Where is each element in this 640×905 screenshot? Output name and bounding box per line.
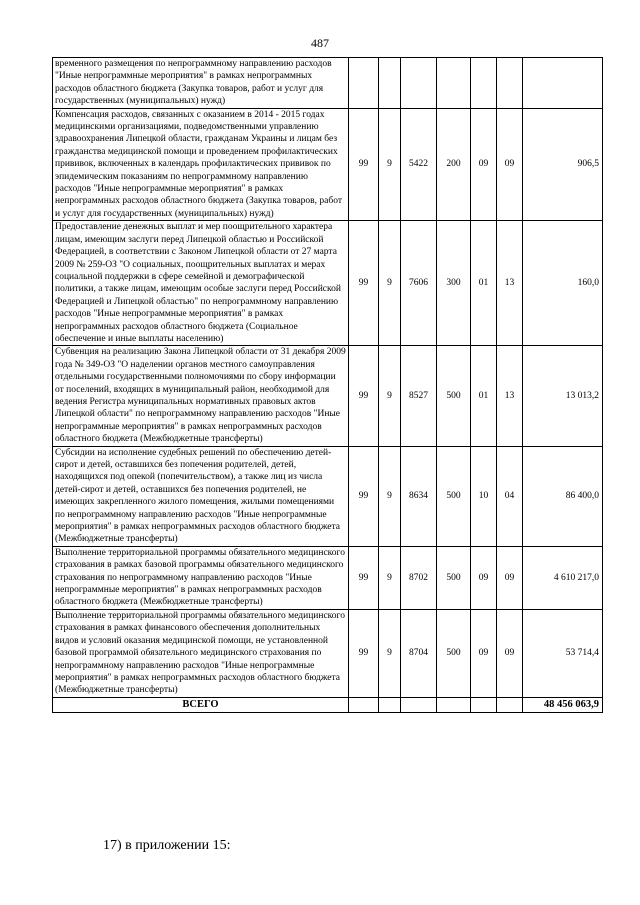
code-cell: 8527	[401, 346, 437, 446]
subsection-cell: 04	[497, 446, 523, 546]
subsection-cell: 09	[497, 609, 523, 697]
code-cell: 9	[379, 609, 401, 697]
total-empty-cell	[497, 697, 523, 712]
code-cell: 7606	[401, 221, 437, 346]
total-empty-cell	[471, 697, 497, 712]
code-cell: 8704	[401, 609, 437, 697]
code-cell: 99	[349, 108, 379, 221]
description-cell: Субсидии на исполнение судебных решений по обеспечению детей-сирот и детей, оставшихся без попечения родителей, детей, находящихся под опекой (попечительством), а также лиц из числа детей-сирот и детей, оставшихся без попечения родителей, не имеющих закрепленного жилого помещения, жилыми помещениями по непрограммному направлению расходов "Иные непрограммные мероприятия" в рамках непрограммных расходов областного бюджета (Межбюджетные трансферты)	[53, 446, 349, 546]
code-cell: 5422	[401, 108, 437, 221]
description-cell: Субвенция на реализацию Закона Липецкой области от 31 декабря 2009 года № 349-ОЗ "О наделении органов местного самоуправления отдельными государственными полномочиями по сбору информации от поселений, входящих в муниципальный район, необходимой для ведения Регистра муниципальных нормативных правовых актов Липецкой области" по непрограммному направлению расходов "Иные непрограммные мероприятия" в рамках непрограммных расходов областного бюджета (Межбюджетные трансферты)	[53, 346, 349, 446]
code-cell: 9	[379, 108, 401, 221]
table-row	[53, 58, 603, 109]
code-cell: 9	[379, 346, 401, 446]
code-cell: 99	[349, 446, 379, 546]
description-cell: Выполнение территориальной программы обязательного медицинского страхования в рамках базовой программы обязательного медицинского страхования по непрограммному направлению расходов "Иные непрограммные мероприятия" в рамках непрограммных расходов областного бюджета (Межбюджетные трансферты)	[53, 546, 349, 609]
section-cell: 01	[471, 221, 497, 346]
table-row	[53, 609, 603, 697]
table-row	[53, 221, 603, 346]
section-cell: 10	[471, 446, 497, 546]
section-cell: 09	[471, 609, 497, 697]
amount-cell: 53 714,4	[523, 609, 603, 697]
total-empty-cell	[401, 697, 437, 712]
code-cell: 500	[437, 609, 471, 697]
amount-cell: 4 610 217,0	[523, 546, 603, 609]
code-cell: 9	[379, 446, 401, 546]
section-cell	[471, 58, 497, 109]
total-empty-cell	[379, 697, 401, 712]
amount-cell: 906,5	[523, 108, 603, 221]
code-cell: 200	[437, 108, 471, 221]
subsection-cell: 13	[497, 221, 523, 346]
code-cell: 99	[349, 346, 379, 446]
subsection-cell: 09	[497, 108, 523, 221]
total-label: ВСЕГО	[53, 697, 349, 712]
amount-cell: 160,0	[523, 221, 603, 346]
code-cell: 99	[349, 221, 379, 346]
table-row	[53, 546, 603, 609]
code-cell: 99	[349, 609, 379, 697]
subsection-cell	[497, 58, 523, 109]
budget-table-body	[53, 58, 603, 713]
code-cell: 8634	[401, 446, 437, 546]
total-amount: 48 456 063,9	[523, 697, 603, 712]
code-cell: 500	[437, 546, 471, 609]
code-cell: 500	[437, 446, 471, 546]
code-cell: 500	[437, 346, 471, 446]
section-cell: 01	[471, 346, 497, 446]
section-cell: 09	[471, 546, 497, 609]
section-cell: 09	[471, 108, 497, 221]
amount-cell: 13 013,2	[523, 346, 603, 446]
description-cell: Компенсация расходов, связанных с оказанием в 2014 - 2015 годах медицинскими организациями, подведомственными управлению здравоохранения Липецкой области, гражданам Украины и лицам без гражданства медицинской помощи и проведением профилактических прививок, включенных в календарь профилактических прививок по эпидемическим показаниям по непрограммному направлению расходов "Иные непрограммные мероприятия" в рамках непрограммных расходов областного бюджета (Закупка товаров, работ и услуг для государственных (муниципальных) нужд)	[53, 108, 349, 221]
code-cell: 300	[437, 221, 471, 346]
appendix-note: 17) в приложении 15:	[103, 838, 231, 853]
page-number: 487	[311, 36, 329, 50]
amount-cell	[523, 58, 603, 109]
table-row	[53, 346, 603, 446]
code-cell: 9	[379, 221, 401, 346]
table-row	[53, 446, 603, 546]
code-cell: 99	[349, 546, 379, 609]
code-cell	[401, 58, 437, 109]
code-cell	[349, 58, 379, 109]
code-cell: 8702	[401, 546, 437, 609]
description-cell: временного размещения по непрограммному направлению расходов "Иные непрограммные мероприятия" в рамках непрограммных расходов областного бюджета (Закупка товаров, работ и услуг для государственных (муниципальных) нужд)	[53, 58, 349, 109]
amount-cell: 86 400,0	[523, 446, 603, 546]
description-cell: Предоставление денежных выплат и мер поощрительного характера лицам, имеющим заслуги перед Липецкой областью и Российской Федерацией, в соответствии с Законом Липецкой области от 27 марта 2009 № 259-ОЗ "О социальных, поощрительных выплатах и мерах социальной поддержки в сфере семейной и демографической политики, а также лицам, имеющим особые заслуги перед Российской Федерацией и Липецкой областью" по непрограммному направлению расходов "Иные непрограммные мероприятия" в рамках непрограммных расходов областного бюджета (Социальное обеспечение и иные выплаты населению)	[53, 221, 349, 346]
subsection-cell: 09	[497, 546, 523, 609]
table-row	[53, 108, 603, 221]
description-cell: Выполнение территориальной программы обязательного медицинского страхования в рамках финансового обеспечения дополнительных видов и условий оказания медицинской помощи, не установленной базовой программой обязательного медицинского страхования по непрограммному направлению расходов "Иные непрограммные мероприятия" в рамках непрограммных расходов областного бюджета (Межбюджетные трансферты)	[53, 609, 349, 697]
total-row	[53, 697, 603, 712]
subsection-cell: 13	[497, 346, 523, 446]
total-empty-cell	[437, 697, 471, 712]
total-empty-cell	[349, 697, 379, 712]
code-cell: 9	[379, 546, 401, 609]
code-cell	[437, 58, 471, 109]
code-cell	[379, 58, 401, 109]
budget-table	[52, 57, 603, 713]
